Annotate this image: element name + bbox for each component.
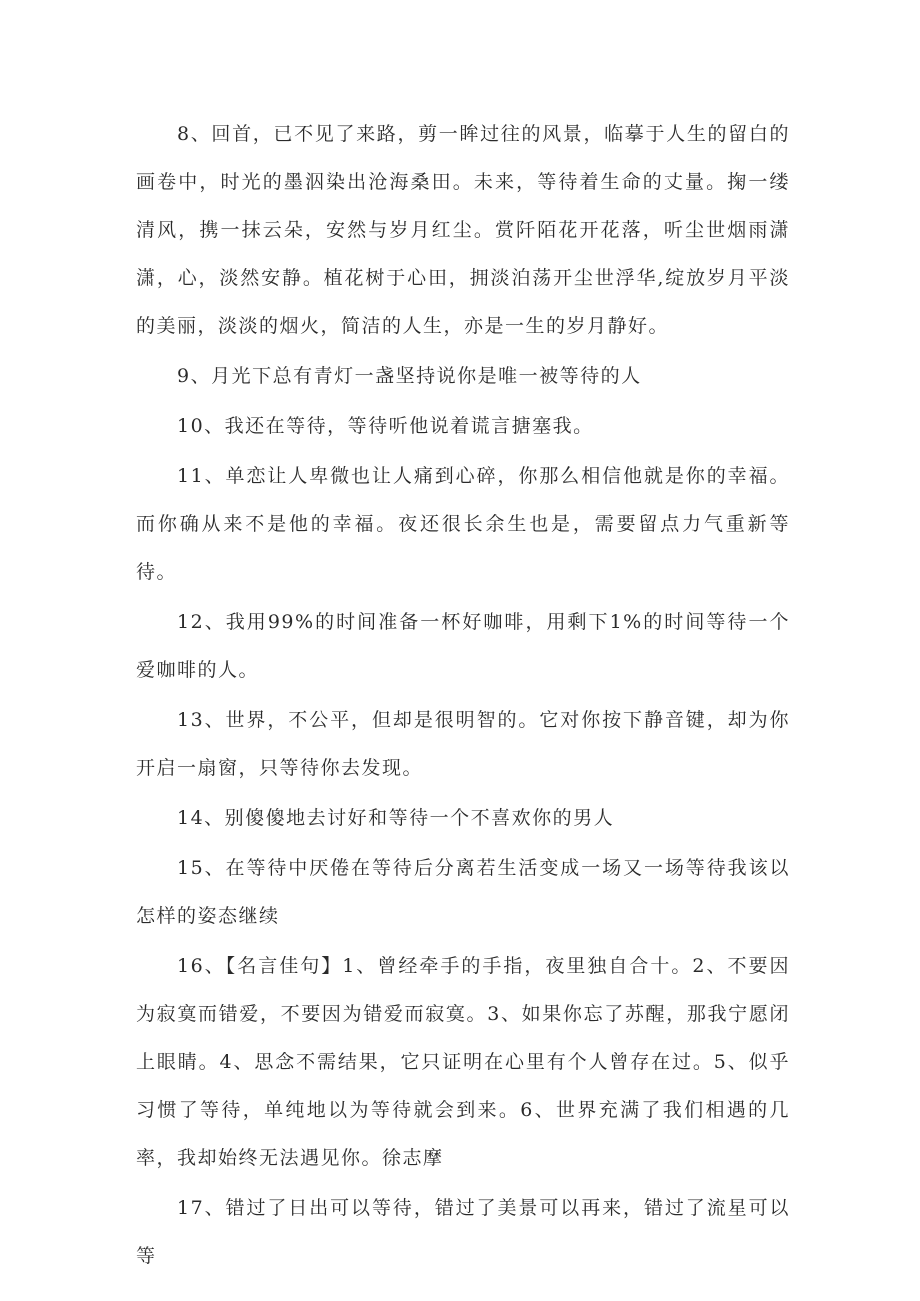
paragraph-9: 9、月光下总有青灯一盏坚持说你是唯一被等待的人	[177, 365, 642, 387]
paragraph-17: 17、错过了日出可以等待，错过了美景可以再来，错过了流星可以等	[136, 1197, 790, 1267]
paragraph-12: 12、我用99%的时间准备一杯好咖啡，用剩下1%的时间等待一个爱咖啡的人。	[136, 611, 790, 681]
paragraph-8: 8、回首，已不见了来路，剪一眸过往的风景，临摹于人生的留白的画卷中，时光的墨泅染出沧海桑田。未来，等待着生命的丈量。掬一缕清风，携一抹云朵，安然与岁月红尘。赏阡陌花开花落，听尘世烟雨潇潇，心，淡然安静。植花树于心田，拥淡泊荡开尘世浮华,绽放岁月平淡的美丽，淡淡的烟火，简洁的人生，亦是一生的岁月静好。	[136, 123, 790, 337]
document-body	[136, 110, 790, 1282]
paragraph-13: 13、世界，不公平，但却是很明智的。它对你按下静音键，却为你开启一扇窗，只等待你去发现。	[136, 709, 790, 779]
paragraph-16: 16、【名言佳句】1、曾经牵手的手指，夜里独自合十。2、不要因为寂寞而错爱，不要因为错爱而寂寞。3、如果你忘了苏醒，那我宁愿闭上眼睛。4、思念不需结果，它只证明在心里有个人曾存在过。5、似乎习惯了等待，单纯地以为等待就会到来。6、世界充满了我们相遇的几率，我却始终无法遇见你。徐志摩	[136, 955, 790, 1169]
paragraph-15: 15、在等待中厌倦在等待后分离若生活变成一场又一场等待我该以怎样的姿态继续	[136, 857, 790, 927]
paragraph-11: 11、单恋让人卑微也让人痛到心碎，你那么相信他就是你的幸福。而你确从来不是他的幸福。夜还很长余生也是，需要留点力气重新等待。	[136, 465, 790, 583]
paragraph-10: 10、我还在等待，等待听他说着谎言搪塞我。	[177, 415, 594, 437]
paragraph-14: 14、别傻傻地去讨好和等待一个不喜欢你的男人	[177, 807, 615, 829]
